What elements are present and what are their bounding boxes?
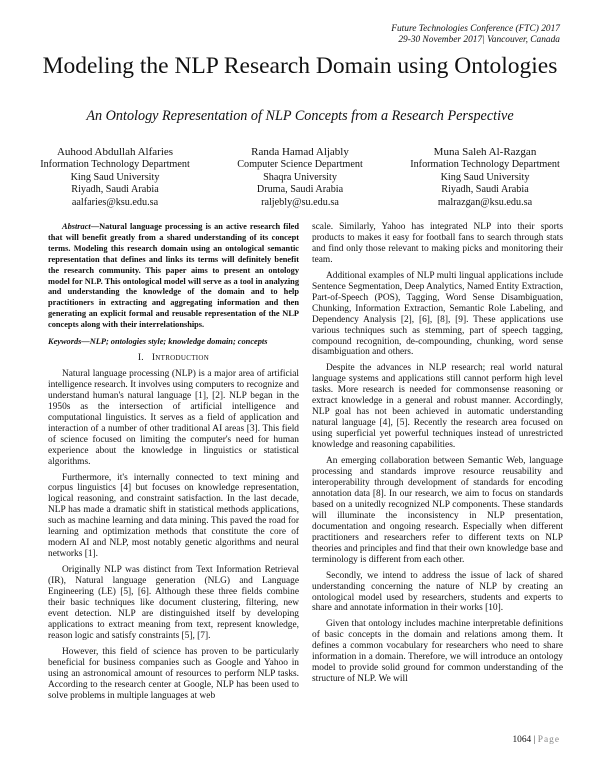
author-location: Riyadh, Saudi Arabia	[441, 184, 529, 196]
author-email: aalfaries@ksu.edu.sa	[71, 196, 159, 208]
author-block-3	[400, 146, 570, 209]
section-number: I.	[137, 352, 144, 363]
paragraph: Secondly, we intend to address the issue of lack of shared understanding concerning the nature of NLP by creating an ontological model used by researchers, students and experts to share and annotate information in their works [10].	[312, 570, 563, 614]
paper-title: Modeling the NLP Research Domain using Ontologies	[42, 53, 558, 79]
conference-name: Future Technologies Conference (FTC) 2017	[391, 24, 560, 34]
author-university: King Saud University	[440, 171, 530, 183]
author-university: King Saud University	[70, 171, 160, 183]
paragraph: scale. Similarly, Yahoo has integrated NLP into their sports products to makes it easy for football fans to search through stats and find only those relevant to making picks and monitoring their team.	[312, 222, 563, 265]
author-location: Druma, Saudi Arabia	[256, 184, 344, 196]
paragraph: Originally NLP was distinct from Text Information Retrieval (IR), Natural language generation (NLG) and Language Engineering (LE) [5], [6]. Although these three fields combine their basic techniques like document clustering, filtering, new event detection. NLP are distinguished itself by developing applications to extract meaning from text, represent knowledge, reason logic and satisfy constraints [5], [7].	[48, 565, 299, 641]
author-name: Muna Saleh Al-Razgan	[433, 146, 537, 158]
author-block-2	[215, 146, 385, 209]
author-location: Riyadh, Saudi Arabia	[71, 184, 159, 196]
author-block-1	[30, 146, 200, 209]
paragraph: Despite the advances in NLP research; real world natural language systems and applications still cannot perform high level tasks. More research is needed for commonsense reasoning or extract knowledge in a general and robust manner. Accordingly, NLP goal has not been achieved in automatic understanding natural language [4], [5]. Recently the research area focused on using superficial yet powerful techniques instead of unrestricted knowledge and reasoning capabilities.	[312, 363, 563, 451]
paragraph: An emerging collaboration between Semantic Web, language processing and standards improve resource reusability and interoperability through development of standards for encoding annotation data [8]. In our research, we aim to focus on standards based on a unitedly recognized NLP components. These standards will illuminate the inconsistency in NLP presentation, documentation and ongoing research. Especially when different practitioners and researchers refer to different texts on NLP theories and principles and find that their own knowledge base and terminology is different from each other.	[312, 456, 563, 565]
page-label: Page	[537, 735, 560, 745]
conference-header	[391, 24, 560, 46]
section-title: Introduction	[151, 352, 210, 363]
page-footer	[512, 735, 560, 745]
abstract-label: Abstract	[62, 222, 91, 231]
right-column	[312, 222, 563, 690]
author-name: Auhood Abdullah Alfaries	[56, 146, 174, 158]
abstract-text: —Natural language processing is an active research filed that will benefit greatly from a shared understanding of its concept terms. Modeling this research domain using an ontological semantic representation that defines and links its terms will definitely benefit the research community. This paper aims to present an ontology model for NLP. This ontological model will serve as a tool in analyzing and understanding the knowledge of the domain and to help practitioners in extracting and aggregating information and then generating an explicit formal and reusable representation of the NLP concepts along with their interrelationships.	[48, 222, 299, 330]
left-column	[48, 222, 299, 707]
page-number: 1064	[512, 735, 532, 745]
paragraph: Given that ontology includes machine interpretable definitions of basic concepts in the domain and relations among them. It defines a common vocabulary for researchers who need to share information in a domain. Therefore, we will introduce an ontology model to provide solid ground for common understanding of the structure of NLP. We will	[312, 619, 563, 685]
author-university: Shaqra University	[263, 171, 337, 183]
author-department: Computer Science Department	[237, 159, 363, 171]
abstract	[48, 222, 299, 331]
author-name: Randa Hamad Aljably	[251, 146, 349, 158]
author-email: raljebly@su.edu.sa	[261, 196, 339, 208]
conference-dates: 29-30 November 2017| Vancouver, Canada	[398, 35, 560, 45]
author-email: malrazgan@ksu.edu.sa	[437, 196, 533, 208]
paragraph: Furthermore, it's internally connected to text mining and corpus linguistics [4] but focuses on knowledge representation, logical reasoning, and constraint satisfaction. In the last decade, NLP has made a dramatic shift in statistical methods applications, such as machine learning and data mining. This paved the road for learning and optimization methods that constitute the core of modern AI and NLP, most notably genetic algorithms and neural networks [1].	[48, 472, 299, 560]
footer-separator: |	[533, 735, 536, 745]
section-heading-introduction	[48, 353, 299, 364]
paragraph: Additional examples of NLP multi lingual applications include Sentence Segmentation, Deep Analytics, Named Entity Extraction, Part-of-Speech (POS), Tagging, Word Sense Disambiguation, Chunking, Information Extraction, Semantic Role Labeling, and Dependency Analysis [2], [6], [8], [9]. These applications use various techniques such as stemming, part of speech tagging, compound recognition, de-compounding, chunking, word sense disambiguation and others.	[312, 270, 563, 358]
author-department: Information Technology Department	[40, 159, 190, 171]
paragraph: Natural language processing (NLP) is a major area of artificial intelligence research. It involves using computers to recognize and understand human's natural language [1], [2]. NLP began in the 1950s as the intersection of artificial intelligence and computational linguistics. It serves as a field of application and interaction of a number of other traditional AI areas [3]. This field of science focused on limiting the computer's need for human experience about the knowledge in linguistics or statistical algorithms.	[48, 368, 299, 467]
paper-subtitle: An Ontology Representation of NLP Concepts from a Research Perspective	[86, 108, 514, 124]
author-department: Information Technology Department	[410, 159, 560, 171]
keywords: Keywords—NLP; ontologies style; knowledge domain; concepts	[48, 337, 268, 347]
paragraph: However, this field of science has proven to be particularly beneficial for business companies such as Google and Yahoo in using an astronomical amount of resources to perform NLP tasks. According to the research center at Google, NLP has been used to solve problems in multiple languages at web	[48, 646, 299, 701]
